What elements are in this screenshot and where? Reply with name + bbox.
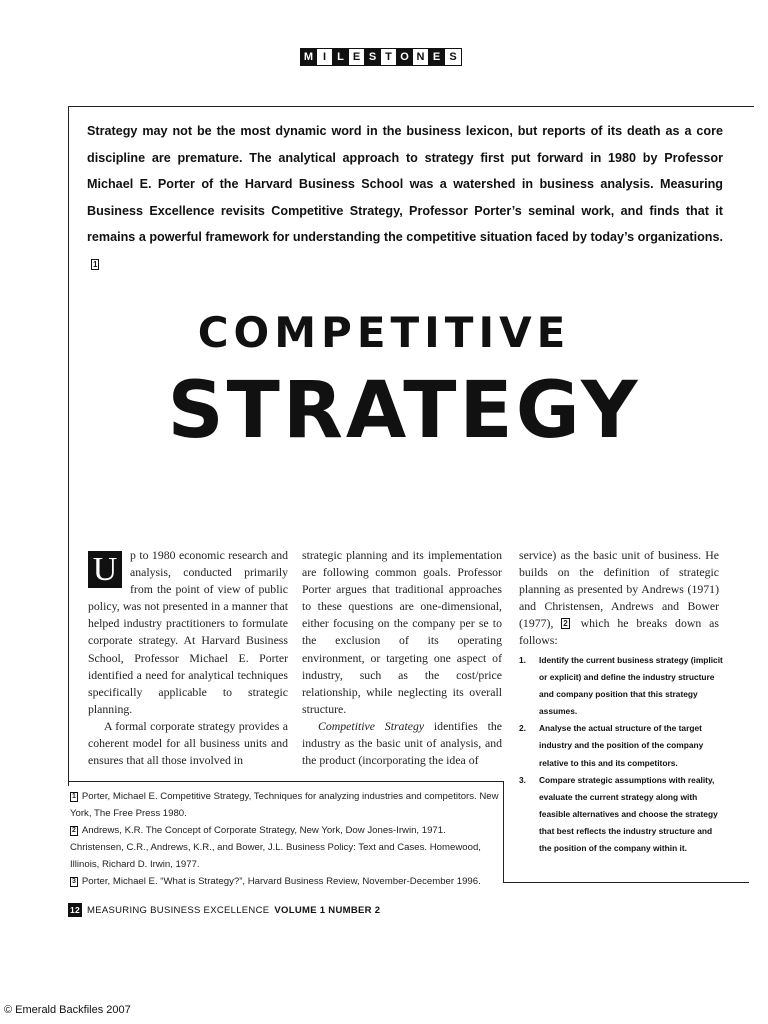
page-number: 12 [69,905,81,915]
col3-reference-mark: 2 [563,619,568,629]
col3-paragraph-1-end: which he breaks down as follows: [519,616,719,648]
banner-letter: M [301,49,317,65]
footnote-3: 3 Porter, Michael E. “What is Strategy?”, Harvard Business Review, November-December 1996. [72,876,481,888]
body-column-3 [519,547,719,650]
footnote-mark: 1 [72,793,76,800]
strategy-steps-list [519,652,724,857]
list-item: 2. Analyse the actual structure of the target industry and the position of the company relative to this and its competitors. [519,723,704,768]
col1-paragraph-1: p to 1980 economic research and analysis, conducted primarily from the point of view of public policy, was not presented in a manner that helped industry practitioners to formulate corporate strategy. At Harvard Business School, Professor Michael E. Porter identified a need for analytical techniques specifically applicable to strategic planning. [88,548,288,716]
footnotes [70,788,500,891]
milestones-banner [300,48,462,66]
drop-cap: U [88,551,122,588]
col2-paragraph-2: identifies the industry as the basic unit of analysis, and the product (incorporating the idea of [302,718,502,768]
banner-letter: E [349,49,365,65]
banner-letter: T [381,49,397,65]
list-item: 1. Identify the current business strategy (implicit or explicit) and define the industry structure and company position that this strategy assumes. [519,655,723,717]
col1-paragraph-2: A formal corporate strategy provides a coherent model for all business units and ensures that all those involved in [88,718,288,768]
banner-letter: N [413,49,429,65]
footnote-mark: 3 [72,878,76,886]
banner-letter: S [365,49,381,65]
intro-paragraph [87,118,723,277]
banner-letter: O [397,49,413,65]
page-footer [68,903,380,917]
body-column-1 [88,547,288,769]
footnote-1: 1 Porter, Michael E. Competitive Strategy, Techniques for analyzing industries and competitors. New York, The Free Press 1980. [70,791,499,820]
volume-info: VOLUME 1 NUMBER 2 [274,904,381,916]
footnote-2: 2 Andrews, K.R. The Concept of Corporate Strategy, New York, Dow Jones-Irwin, 1971. Christensen, C.R., Andrews, K.R., and Bower, J.L. Business Policy: Text and Cases. Homewood, Illinois, Richard D. Irwin, 1977. [70,825,481,871]
footnote-rule-right [503,781,504,883]
footnote-rule-bottom [503,882,749,883]
col3-paragraph-1: service) as the basic unit of business. He builds on the definition of strategic planning as presented by Andrews (1971) and Christensen, Andrews and Bower (1977), [519,548,719,631]
intro-reference-mark: 1 [93,259,98,269]
intro-text: Strategy may not be the most dynamic word in the business lexicon, but reports of its death as a core discipline are premature. The analytical approach to strategy first put forward in 1980 by Professor Michael E. Porter of the Harvard Business School was a watershed in business analysis. Measuring Business Excellence revisits Competitive Strategy, Professor Porter’s seminal work, and finds that it remains a powerful framework for understanding the competitive situation faced by today’s organizations. [87,124,723,244]
footnote-rule-top [68,781,504,782]
col2-book-title: Competitive Strategy [318,718,425,733]
title-line-2: STRATEGY [167,366,641,456]
banner-letter: I [317,49,333,65]
col2-paragraph-1: strategic planning and its implementation are following common goals. Professor Porter argues that traditional approaches to these questions are one-dimensional, either focusing on the company per se to the exclusion of its operating environment, or targeting one aspect of industry, such as the cost/price relationship, while neglecting its overall structure. [302,548,502,716]
banner-letter: L [333,49,349,65]
banner-letter: S [445,49,461,65]
publication-name: MEASURING BUSINESS EXCELLENCE [87,904,270,916]
body-column-2 [302,547,502,769]
title-line-1: COMPETITIVE [197,308,571,357]
copyright-notice: © Emerald Backfiles 2007 [4,1004,131,1016]
banner-letter: E [429,49,445,65]
footnote-mark: 2 [72,827,76,835]
list-item: 3. Compare strategic assumptions with reality, evaluate the current strategy along with feasible alternatives and choose the strategy that best reflects the industry structure and the position of the company within it. [519,774,718,854]
